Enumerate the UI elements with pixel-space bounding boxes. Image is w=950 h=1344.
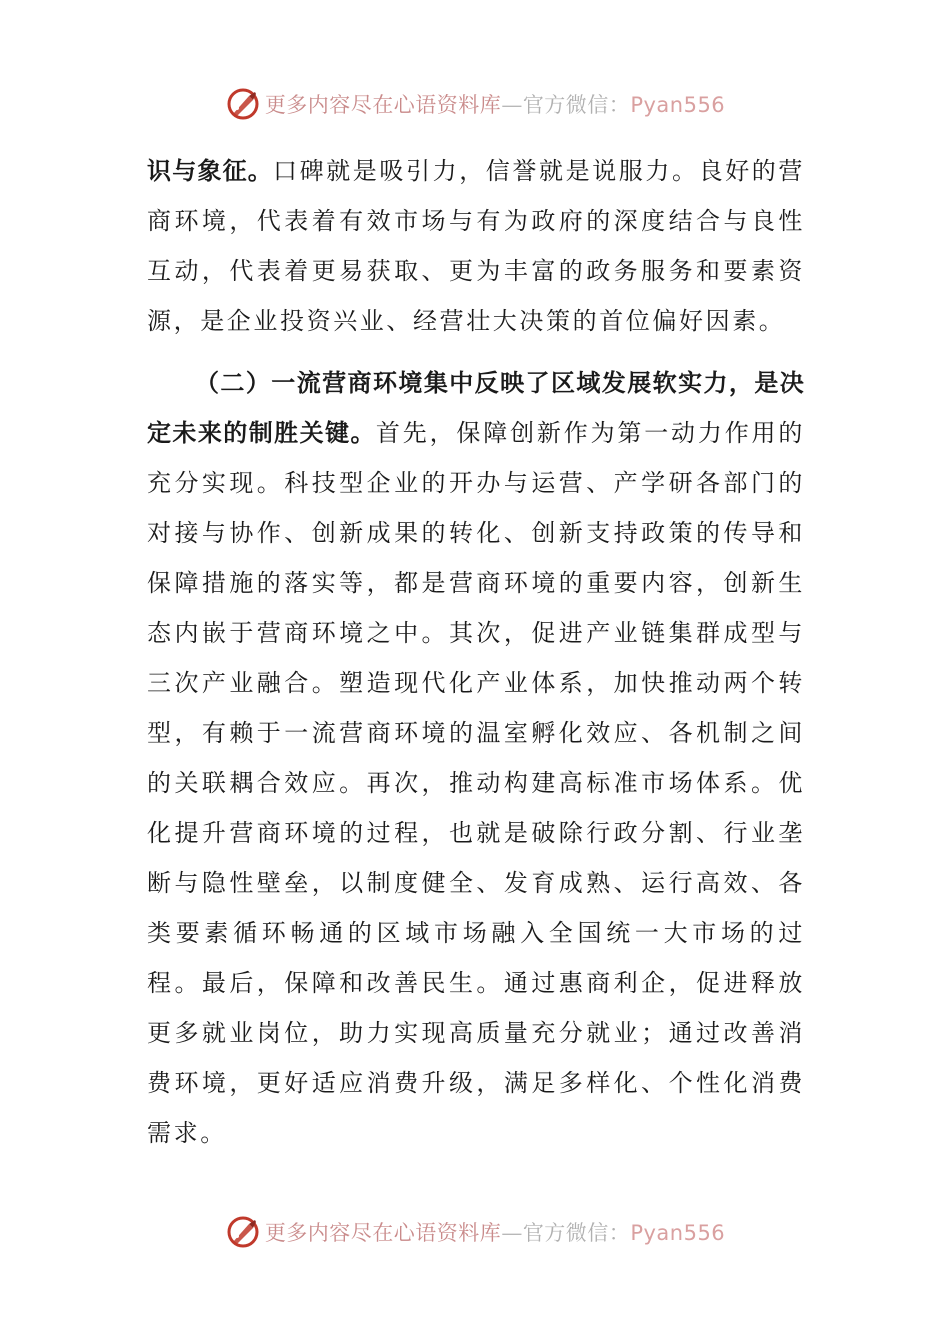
footer-banner-text: 更多内容尽在心语资料库—官方微信：Pyan556 [264,1221,726,1245]
header-banner-text: 更多内容尽在心语资料库—官方微信：Pyan556 [264,93,726,117]
footer-banner [0,1210,950,1254]
paragraph-2 [147,358,805,1158]
paragraph-1 [147,146,805,346]
header-banner [0,82,950,126]
paragraph-1-text: 口碑就是吸引力，信誉就是说服力。良好的营商环境，代表着有效市场与有为政府的深度结合与良性互动，代表着更易获取、更为丰富的政务服务和要素资源，是企业投资兴业、经营壮大决策的首位偏好因素。 [147,157,805,335]
paragraph-2-heading: （二）一流营商环境集中反映了区域发展软实力，是决定未来的制胜关键。 [147,368,805,447]
document-body [147,146,805,1158]
paragraph-1-bold: 识与象征。 [147,156,273,185]
pen-logo-icon [225,1214,261,1250]
pen-logo-icon [225,86,261,122]
paragraph-2-text: 首先，保障创新作为第一动力作用的充分实现。科技型企业的开办与运营、产学研各部门的对接与协作、创新成果的转化、创新支持政策的传导和保障措施的落实等，都是营商环境的重要内容，创新生态内嵌于营商环境之中。其次，促进产业链集群成型与三次产业融合。塑造现代化产业体系，加快推动两个转型，有赖于一流营商环境的温室孵化效应、各机制之间的关联耦合效应。再次，推动构建高标准市场体系。优化提升营商环境的过程，也就是破除行政分割、行业垄断与隐性壁垒，以制度健全、发育成熟、运行高效、各类要素循环畅通的区域市场融入全国统一大市场的过程。最后，保障和改善民生。通过惠商利企，促进释放更多就业岗位，助力实现高质量充分就业；通过改善消费环境，更好适应消费升级，满足多样化、个性化消费需求。 [147,419,805,1147]
